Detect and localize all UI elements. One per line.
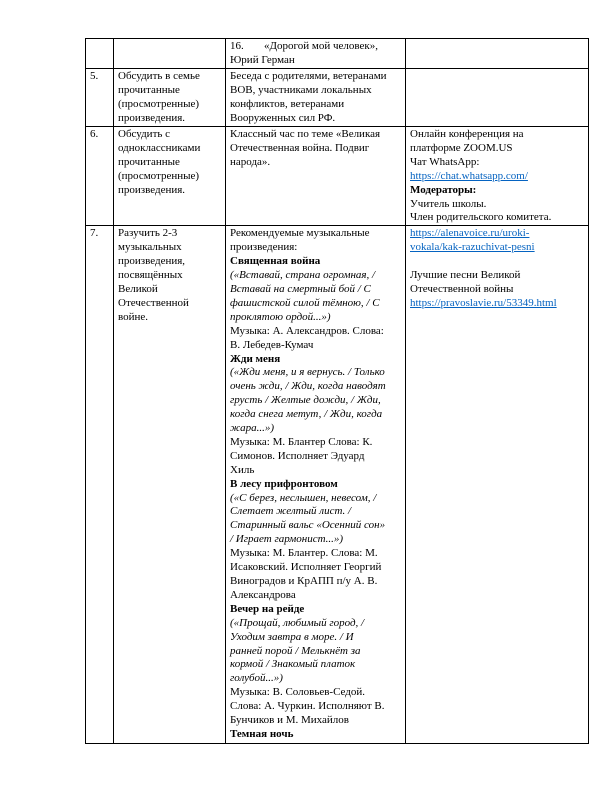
- row-6-res-cell: [406, 127, 589, 226]
- song-title: Вечер на рейде: [230, 602, 305, 615]
- whatsapp-link: [410, 170, 584, 184]
- activities-table: [85, 38, 589, 744]
- credits: Музыка: М. Блантер. Слова: М. Исаковский. Исполняет Георгий Виноградов и КрАПП п/у А. В. Александрова: [230, 547, 382, 601]
- row-7-task-cell: [114, 226, 226, 744]
- lyrics-quote: («Прощай, любимый город, / Уходим завтра в море. / И ранней порой / Мелькнёт за кормой / Знакомый платок голубой...»): [230, 616, 365, 685]
- song-title: Жди меня: [230, 352, 281, 365]
- task-text: Обсудить с одноклассниками прочитанные (просмотренные) произведения.: [118, 128, 201, 196]
- row-7-res-cell: [406, 226, 589, 744]
- row-6-num-cell: [86, 127, 114, 226]
- detail-text: Беседа с родителями, ветеранами ВОВ, участниками локальных конфликтов, ветеранами Вооруженных сил РФ.: [230, 70, 387, 124]
- moderators-label: Модераторы:: [410, 183, 477, 196]
- resource-text: Учитель школы. Член родительского комитета.: [410, 197, 552, 224]
- song-title: Темная ночь: [230, 727, 294, 740]
- task-text: Обсудить в семье прочитанные (просмотренные) произведения.: [118, 70, 200, 124]
- alenavoice-link: [410, 227, 584, 255]
- row-7-detail-cell: [226, 226, 406, 744]
- list-number: 16.: [230, 40, 244, 52]
- row-5-task-cell: [114, 69, 226, 127]
- pravoslavie-link[interactable]: https://pravoslavie.ru/53349.html: [410, 296, 557, 309]
- row-number: 7.: [90, 227, 99, 240]
- row-number: 5.: [90, 70, 99, 82]
- credits: Музыка: В. Соловьев-Седой. Слова: А. Чуркин. Исполняют В. Бунчиков и М. Михайлов: [230, 686, 385, 727]
- credits: Музыка: М. Блантер Слова: К. Симонов. Исполняет Эдуард Хиль: [230, 435, 373, 476]
- whatsapp-link[interactable]: https://chat.whatsapp.com/: [410, 169, 528, 182]
- alenavoice-link[interactable]: https://alenavoice.ru/uroki- vokala/kak-razuchivat-pesni: [410, 227, 535, 254]
- resource-text: Чат WhatsApp:: [410, 155, 480, 168]
- row-5-num-cell: [86, 69, 114, 127]
- row-5: [86, 69, 589, 127]
- row-continuation: [86, 39, 589, 69]
- lyrics-quote: («С берез, неслышен, невесом, / Слетает желтый лист. / Старинный вальс «Осенний сон» / Играет гармонист...»): [230, 491, 386, 546]
- credits: Музыка: А. Александров. Слова: В. Лебедев-Кумач: [230, 324, 384, 351]
- pravoslavie-link: [410, 297, 584, 311]
- row-5-detail-cell: [226, 69, 406, 127]
- row-6-task-cell: [114, 127, 226, 226]
- row-continuation-num-cell: [86, 39, 114, 69]
- lyrics-quote: («Жди меня, и я вернусь. / Только очень жди, / Жди, когда наводят грусть / Желтые дожди, / Жди, когда снега метут, / Жди, когда жара...»): [230, 366, 386, 435]
- resource-text: Лучшие песни Великой Отечественной войны: [410, 269, 521, 295]
- task-text: Разучить 2-3 музыкальных произведения, посвящённых Великой Отечественной войне.: [118, 227, 189, 323]
- book-item-16: 16. «Дорогой мой человек», Юрий Герман: [230, 40, 378, 66]
- song-title: Священная война: [230, 255, 321, 268]
- row-6-detail-cell: [226, 127, 406, 226]
- spacer: [410, 255, 584, 269]
- detail-text: Рекомендуемые музыкальные произведения:: [230, 227, 370, 254]
- activities-table-body: [86, 39, 589, 744]
- detail-text: Классный час по теме «Великая Отечественная война. Подвиг народа».: [230, 128, 381, 168]
- resource-text: Онлайн конференция на платформе ZOOM.US: [410, 128, 524, 154]
- row-7-num-cell: [86, 226, 114, 744]
- row-5-res-cell: [406, 69, 589, 127]
- row-continuation-detail-cell: [226, 39, 406, 69]
- row-number: 6.: [90, 128, 99, 140]
- lyrics-quote: («Вставай, страна огромная, / Вставай на смертный бой / С фашистской силой тёмною, / С проклятою ордой...»): [230, 269, 380, 323]
- row-continuation-task-cell: [114, 39, 226, 69]
- row-6: [86, 127, 589, 226]
- row-7: [86, 226, 589, 744]
- row-continuation-res-cell: [406, 39, 589, 69]
- song-title: В лесу прифронтовом: [230, 477, 338, 490]
